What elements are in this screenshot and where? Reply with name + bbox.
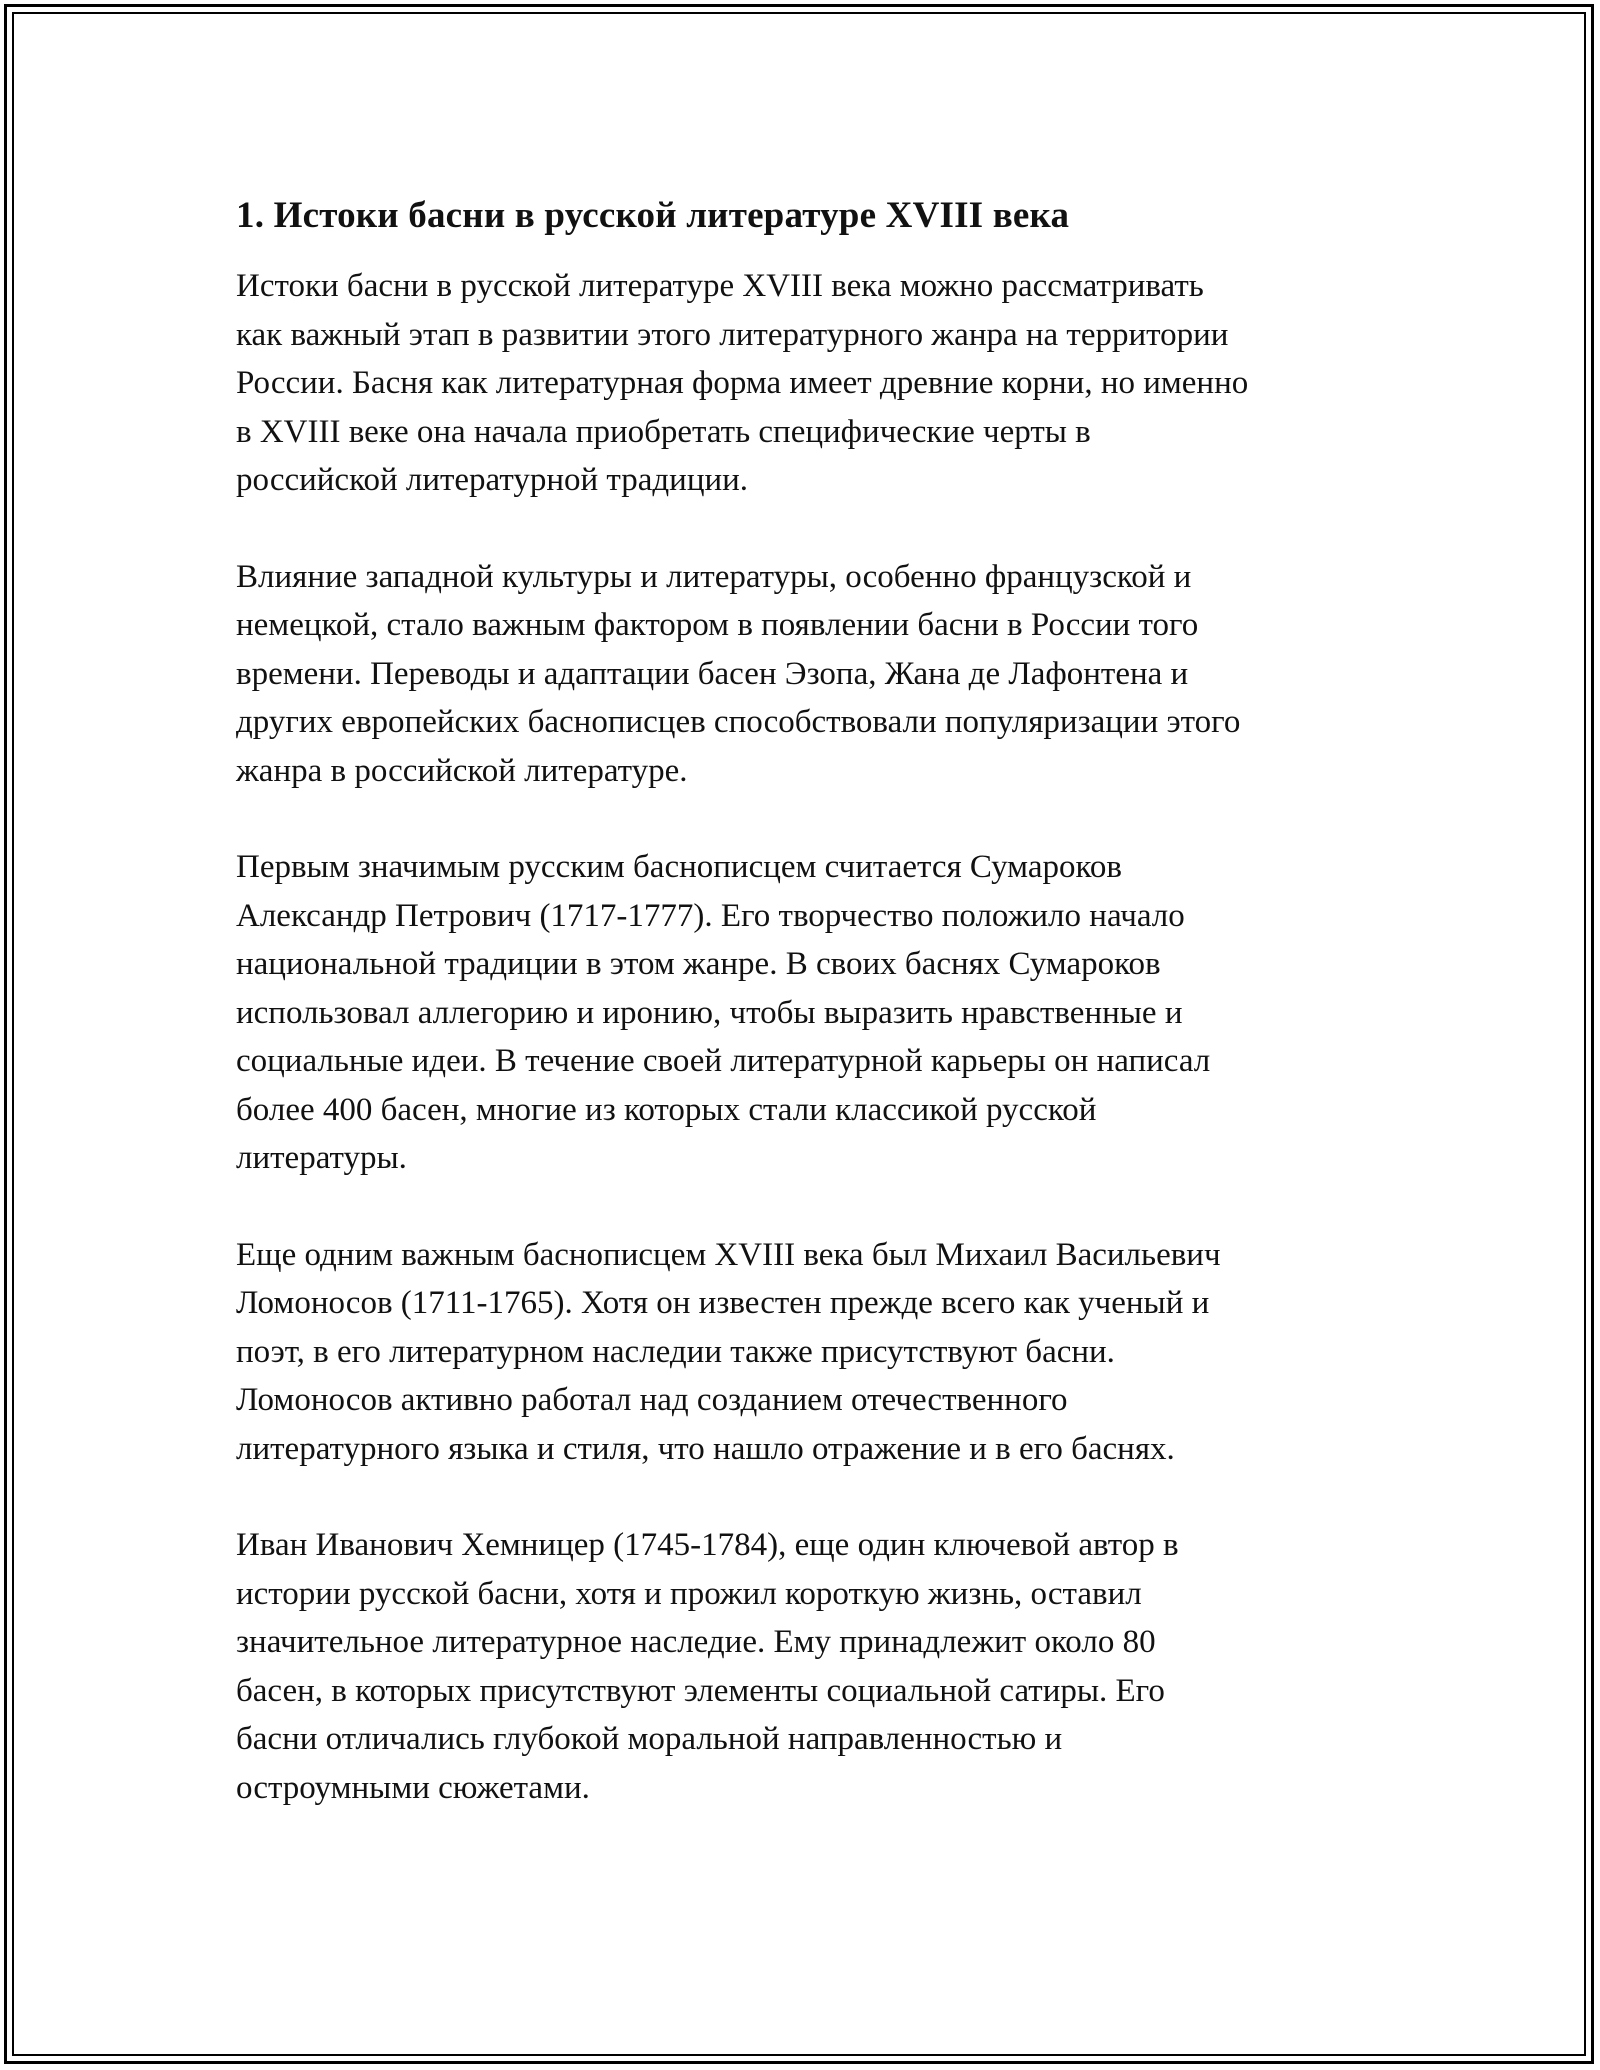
paragraph-line: российской литературной традиции. xyxy=(236,462,749,498)
paragraph-line: истории русской басни, хотя и прожил короткую жизнь, оставил xyxy=(236,1575,1142,1612)
paragraph-line: использовал аллегорию и иронию, чтобы выразить нравственные и xyxy=(236,994,1183,1031)
paragraph-line: России. Басня как литературная форма имеет древние корни, но именно xyxy=(236,365,1249,401)
document-page xyxy=(236,190,1376,1812)
body-text xyxy=(236,262,1376,1812)
paragraph-line: басни отличались глубокой моральной направленностью и xyxy=(236,1721,1063,1757)
paragraph-line: поэт, в его литературном наследии также присутствуют басни. xyxy=(236,1333,1115,1370)
paragraph-line: других европейских баснописцев способствовали популяризации этого xyxy=(236,704,1241,740)
paragraph-line: значительное литературное наследие. Ему принадлежит около 80 xyxy=(236,1624,1156,1660)
paragraph-line: как важный этап в развитии этого литературного жанра на территории xyxy=(236,316,1229,353)
paragraph xyxy=(236,1521,1376,1812)
paragraph-line: Влияние западной культуры и литературы, особенно французской и xyxy=(236,558,1192,595)
paragraph xyxy=(236,843,1376,1183)
paragraph-line: остроумными сюжетами. xyxy=(236,1769,590,1806)
paragraph-line: национальной традиции в этом жанре. В своих баснях Сумароков xyxy=(236,946,1161,982)
paragraph-line: Ломоносов активно работал над созданием отечественного xyxy=(236,1382,1068,1418)
paragraph-line: Ломоносов (1711-1765). Хотя он известен прежде всего как ученый и xyxy=(236,1285,1210,1321)
paragraph-line: в XVIII веке она начала приобретать специфические черты в xyxy=(236,413,1091,450)
paragraph-line: социальные идеи. В течение своей литературной карьеры он написал xyxy=(236,1043,1211,1079)
paragraph-line: более 400 басен, многие из которых стали классикой русской xyxy=(236,1091,1097,1128)
paragraph-line: Истоки басни в русской литературе XVIII века можно рассматривать xyxy=(236,268,1204,304)
paragraph-line: Первым значимым русским баснописцем считается Сумароков xyxy=(236,849,1122,885)
paragraph-line: немецкой, стало важным фактором в появлении басни в России того xyxy=(236,607,1199,643)
paragraph xyxy=(236,553,1376,796)
paragraph-line: Иван Иванович Хемницер (1745-1784), еще один ключевой автор в xyxy=(236,1527,1179,1563)
paragraph xyxy=(236,1231,1376,1474)
paragraph-line: времени. Переводы и адаптации басен Эзопа, Жана де Лафонтена и xyxy=(236,655,1189,692)
paragraph-line: Александр Петрович (1717-1777). Его творчество положило начало xyxy=(236,897,1185,934)
paragraph-line: жанра в российской литературе. xyxy=(236,752,688,789)
section-heading: 1. Истоки басни в русской литературе XVIII века xyxy=(236,195,1070,236)
paragraph-line: Еще одним важным баснописцем XVIII века был Михаил Васильевич xyxy=(236,1236,1221,1273)
paragraph-line: литературы. xyxy=(236,1140,407,1176)
paragraph xyxy=(236,262,1376,505)
paragraph-line: литературного языка и стиля, что нашло отражение и в его баснях. xyxy=(236,1430,1175,1467)
paragraph-line: басен, в которых присутствуют элементы социальной сатиры. Его xyxy=(236,1672,1165,1709)
